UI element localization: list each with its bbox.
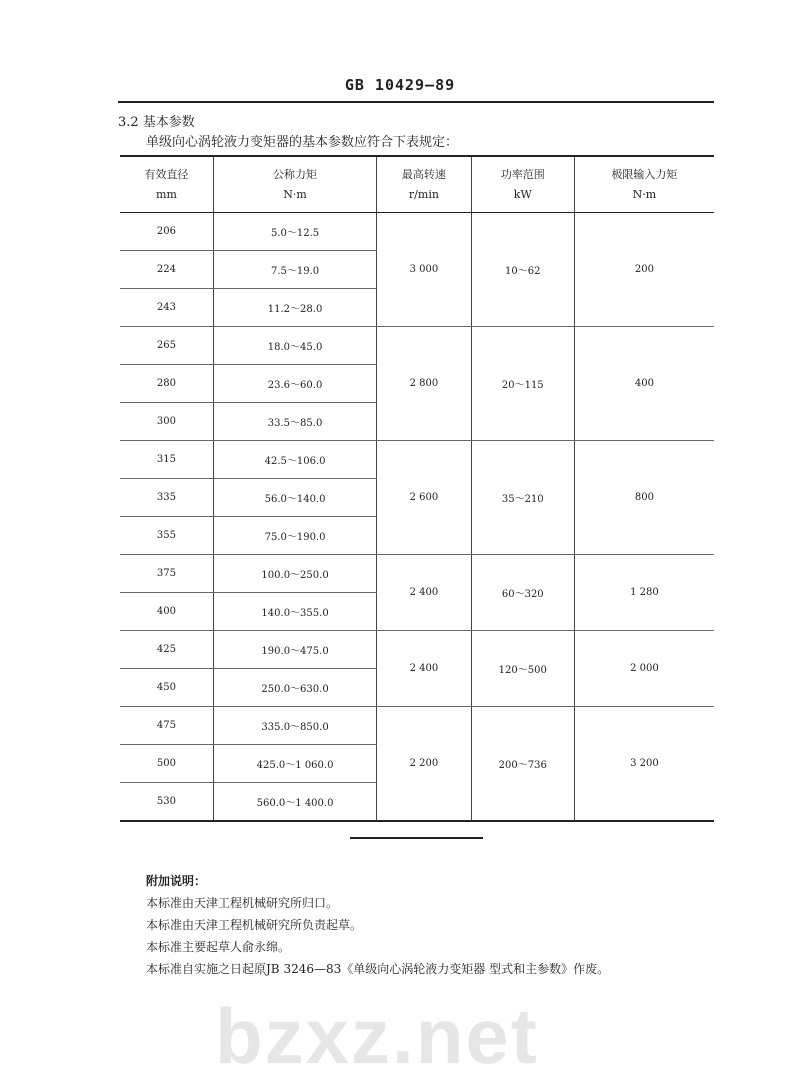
column-header-unit: mm — [156, 187, 177, 201]
limit-cell: 2 000 — [574, 631, 714, 707]
note-line: 本标准由天津工程机械研究所归口。 — [146, 896, 339, 910]
column-header-unit: kW — [513, 187, 532, 201]
diameter-cell: 375 — [120, 555, 213, 593]
torque-cell: 190.0～475.0 — [213, 631, 376, 669]
torque-cell: 23.6～60.0 — [213, 365, 376, 403]
limit-cell: 400 — [574, 327, 714, 441]
column-header — [377, 156, 471, 213]
torque-cell: 335.0～850.0 — [213, 707, 376, 745]
diameter-cell: 265 — [120, 327, 213, 365]
column-header-unit: N·m — [283, 187, 307, 201]
torque-cell: 18.0～45.0 — [213, 327, 376, 365]
torque-cell: 42.5～106.0 — [213, 441, 376, 479]
power-cell: 120～500 — [471, 631, 574, 707]
power-cell: 10～62 — [471, 213, 574, 327]
header-rule — [118, 101, 714, 103]
table-row — [120, 555, 714, 593]
standard-number: GB 10429—89 — [344, 76, 456, 94]
column-header-unit: N·m — [632, 187, 657, 201]
power-cell: 200～736 — [471, 707, 574, 822]
diameter-cell: 280 — [120, 365, 213, 403]
speed-cell: 2 400 — [377, 631, 471, 707]
diameter-cell: 355 — [120, 517, 213, 555]
torque-cell: 140.0～355.0 — [213, 593, 376, 631]
diameter-cell: 500 — [120, 745, 213, 783]
torque-cell: 56.0～140.0 — [213, 479, 376, 517]
column-header — [120, 156, 213, 213]
limit-cell: 800 — [574, 441, 714, 555]
torque-cell: 7.5～19.0 — [213, 251, 376, 289]
limit-cell: 200 — [574, 213, 714, 327]
speed-cell: 3 000 — [377, 213, 471, 327]
diameter-cell: 400 — [120, 593, 213, 631]
table-row — [120, 631, 714, 669]
diameter-cell: 206 — [120, 213, 213, 251]
column-header-name: 有效直径 — [144, 167, 189, 181]
power-cell: 35～210 — [471, 441, 574, 555]
limit-cell: 3 200 — [574, 707, 714, 822]
column-header — [471, 156, 574, 213]
table-row — [120, 441, 714, 479]
section-intro: 单级向心涡轮液力变矩器的基本参数应符合下表规定： — [146, 135, 459, 150]
diameter-cell: 335 — [120, 479, 213, 517]
watermark: bzxz.net — [215, 992, 539, 1080]
torque-cell: 100.0～250.0 — [213, 555, 376, 593]
end-rule — [350, 837, 483, 839]
parameters-table — [120, 155, 714, 822]
torque-cell: 11.2～28.0 — [213, 289, 376, 327]
table-row — [120, 213, 714, 251]
speed-cell: 2 800 — [377, 327, 471, 441]
note-line: 本标准由天津工程机械研究所负责起草。 — [146, 918, 363, 932]
column-header-name: 极限输入力矩 — [611, 167, 678, 181]
diameter-cell: 530 — [120, 783, 213, 822]
note-line: 本标准自实施之日起原JB 3246—83《单级向心涡轮液力变矩器 型式和主参数》作废。 — [146, 962, 610, 976]
speed-cell: 2 600 — [377, 441, 471, 555]
diameter-cell: 315 — [120, 441, 213, 479]
torque-cell: 425.0～1 060.0 — [213, 745, 376, 783]
table-row — [120, 707, 714, 745]
diameter-cell: 300 — [120, 403, 213, 441]
diameter-cell: 224 — [120, 251, 213, 289]
column-header-name: 公称力矩 — [273, 167, 318, 181]
torque-cell: 75.0～190.0 — [213, 517, 376, 555]
column-header-name: 最高转速 — [401, 167, 446, 181]
diameter-cell: 450 — [120, 669, 213, 707]
torque-cell: 33.5～85.0 — [213, 403, 376, 441]
column-header-name: 功率范围 — [500, 167, 545, 181]
notes-title: 附加说明： — [146, 874, 207, 888]
table-row — [120, 327, 714, 365]
speed-cell: 2 400 — [377, 555, 471, 631]
column-header-unit: r/min — [408, 187, 439, 201]
diameter-cell: 475 — [120, 707, 213, 745]
additional-notes — [146, 870, 609, 980]
power-cell: 60～320 — [471, 555, 574, 631]
torque-cell: 250.0～630.0 — [213, 669, 376, 707]
limit-cell: 1 280 — [574, 555, 714, 631]
column-header — [213, 156, 376, 213]
diameter-cell: 425 — [120, 631, 213, 669]
note-line: 本标准主要起草人俞永绵。 — [146, 940, 291, 954]
torque-cell: 560.0～1 400.0 — [213, 783, 376, 822]
torque-cell: 5.0～12.5 — [213, 213, 376, 251]
section-title: 3.2 基本参数 — [118, 115, 195, 130]
diameter-cell: 243 — [120, 289, 213, 327]
column-header — [574, 156, 714, 213]
power-cell: 20～115 — [471, 327, 574, 441]
speed-cell: 2 200 — [377, 707, 471, 822]
